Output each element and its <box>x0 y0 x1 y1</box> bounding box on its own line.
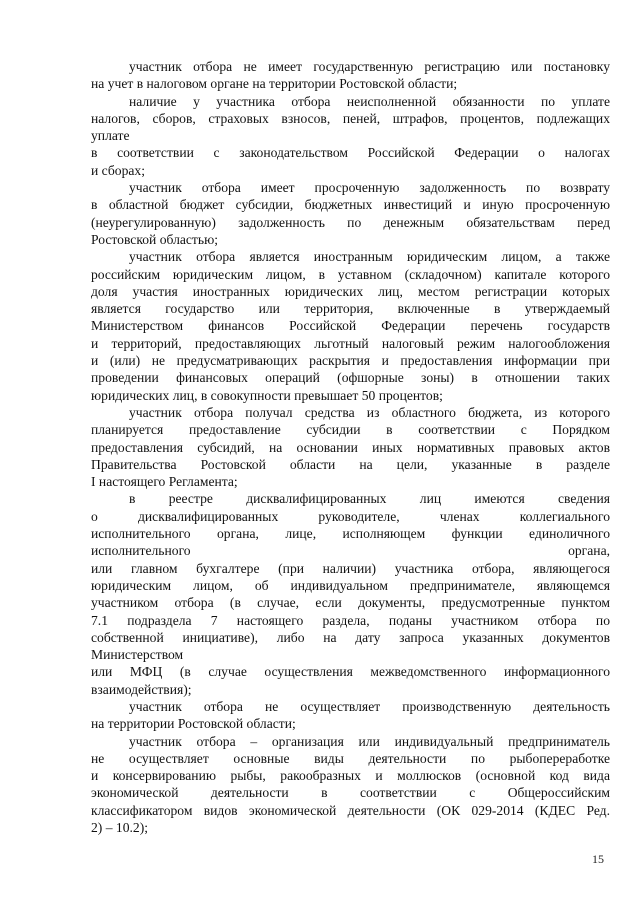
text-line: исполнительного органа, <box>91 543 610 559</box>
text-line: собственной инициативе), либо на дату запроса указанных документов <box>91 629 610 645</box>
text-line: I настоящего Регламента; <box>91 474 238 490</box>
text-line: экономической деятельности в соответствии с Общероссийским <box>91 785 610 801</box>
text-line: в областной бюджет субсидии, бюджетных инвестиций и иную просроченную <box>91 197 610 213</box>
paragraph-overdue-debt <box>91 179 610 248</box>
text-line: на территории Ростовской области; <box>91 716 296 732</box>
text-line: предоставления субсидий, на основании иных нормативных правовых актов <box>91 439 610 455</box>
text-line: проведении финансовых операций (офшорные зоны) в отношении таких <box>91 370 610 386</box>
text-line: участником отбора (в случае, если документы, предусмотренные пунктом <box>91 595 610 611</box>
text-line: 7.1 подраздела 7 настоящего раздела, поданы участником отбора по <box>91 612 610 628</box>
text-line: о дисквалифицированных руководителе, членах коллегиального <box>91 508 610 524</box>
paragraph-fish-processing <box>91 733 610 837</box>
paragraph-tax-obligations <box>91 93 610 179</box>
text-line: участник отбора не осуществляет производственную деятельность <box>129 698 610 714</box>
text-line: взаимодействия); <box>91 681 192 697</box>
text-line: и сборах; <box>91 162 145 178</box>
paragraph-production-activity <box>91 698 610 733</box>
text-line: российским юридическим лицом, в уставном (складочном) капитале которого <box>91 266 610 282</box>
text-line: в реестре дисквалифицированных лиц имеются сведения <box>129 491 610 507</box>
text-line: или МФЦ (в случае осуществления межведомственного информационного <box>91 664 610 680</box>
text-line: Министерством <box>91 647 184 663</box>
text-line: и территорий, предоставляющих льготный налоговый режим налогообложения <box>91 335 610 351</box>
text-line: Министерством финансов Российской Федерации перечень государств <box>91 318 610 334</box>
text-line: юридических лиц, в совокупности превышает 50 процентов; <box>91 387 443 403</box>
text-line: участник отбора не имеет государственную регистрацию или постановку <box>129 59 610 74</box>
text-line: классификатором видов экономической деятельности (ОК 029-2014 (КДЕС Ред. <box>91 802 610 818</box>
paragraph-foreign-entity <box>91 248 610 404</box>
text-line: уплате <box>91 128 130 144</box>
text-line: или главном бухгалтере (при наличии) участника отбора, являющегося <box>91 560 610 576</box>
text-line: и консервированию рыбы, ракообразных и моллюсков (основной код вида <box>91 768 610 784</box>
text-line: участник отбора получал средства из областного бюджета, из которого <box>129 404 610 420</box>
text-line: юридическим лицом, об индивидуальном предпринимателе, являющемся <box>91 577 610 593</box>
text-line: планируется предоставление субсидии в соответствии с Порядком <box>91 422 610 438</box>
text-line: доля участия иностранных юридических лиц, местом регистрации которых <box>91 283 610 299</box>
page-number: 15 <box>592 852 604 866</box>
text-line: Ростовской областью; <box>91 231 219 247</box>
text-line: 2) – 10.2); <box>91 820 149 836</box>
text-line: налогов, сборов, страховых взносов, пеней, штрафов, процентов, подлежащих <box>91 110 610 126</box>
text-line: и (или) не предусматривающих раскрытия и предоставления информации при <box>91 353 610 369</box>
text-line: является государство или территория, включенные в утверждаемый <box>91 301 610 317</box>
text-line: наличие у участника отбора неисполненной обязанности по уплате <box>129 93 610 109</box>
paragraph-registration <box>91 58 610 93</box>
text-line: не осуществляет основные виды деятельности по рыбопереработке <box>91 750 610 766</box>
text-line: участник отбора имеет просроченную задолженность по возврату <box>129 180 610 196</box>
text-line: на учет в налоговом органе на территории Ростовской области; <box>91 76 458 92</box>
paragraph-regional-budget-funds <box>91 404 610 490</box>
paragraph-disqualified-persons <box>91 490 610 698</box>
text-line: Правительства Ростовской области на цели, указанные в разделе <box>91 456 610 472</box>
text-line: участник отбора – организация или индивидуальный предприниматель <box>129 733 610 749</box>
text-line: участник отбора является иностранным юридическим лицом, а также <box>129 249 610 265</box>
text-line: (неурегулированную) задолженность по денежным обязательствам перед <box>91 214 610 230</box>
text-line: исполнительного органа, лице, исполняющем функции единоличного <box>91 526 610 542</box>
document-body <box>91 58 610 836</box>
text-line: в соответствии с законодательством Российской Федерации о налогах <box>91 145 610 161</box>
